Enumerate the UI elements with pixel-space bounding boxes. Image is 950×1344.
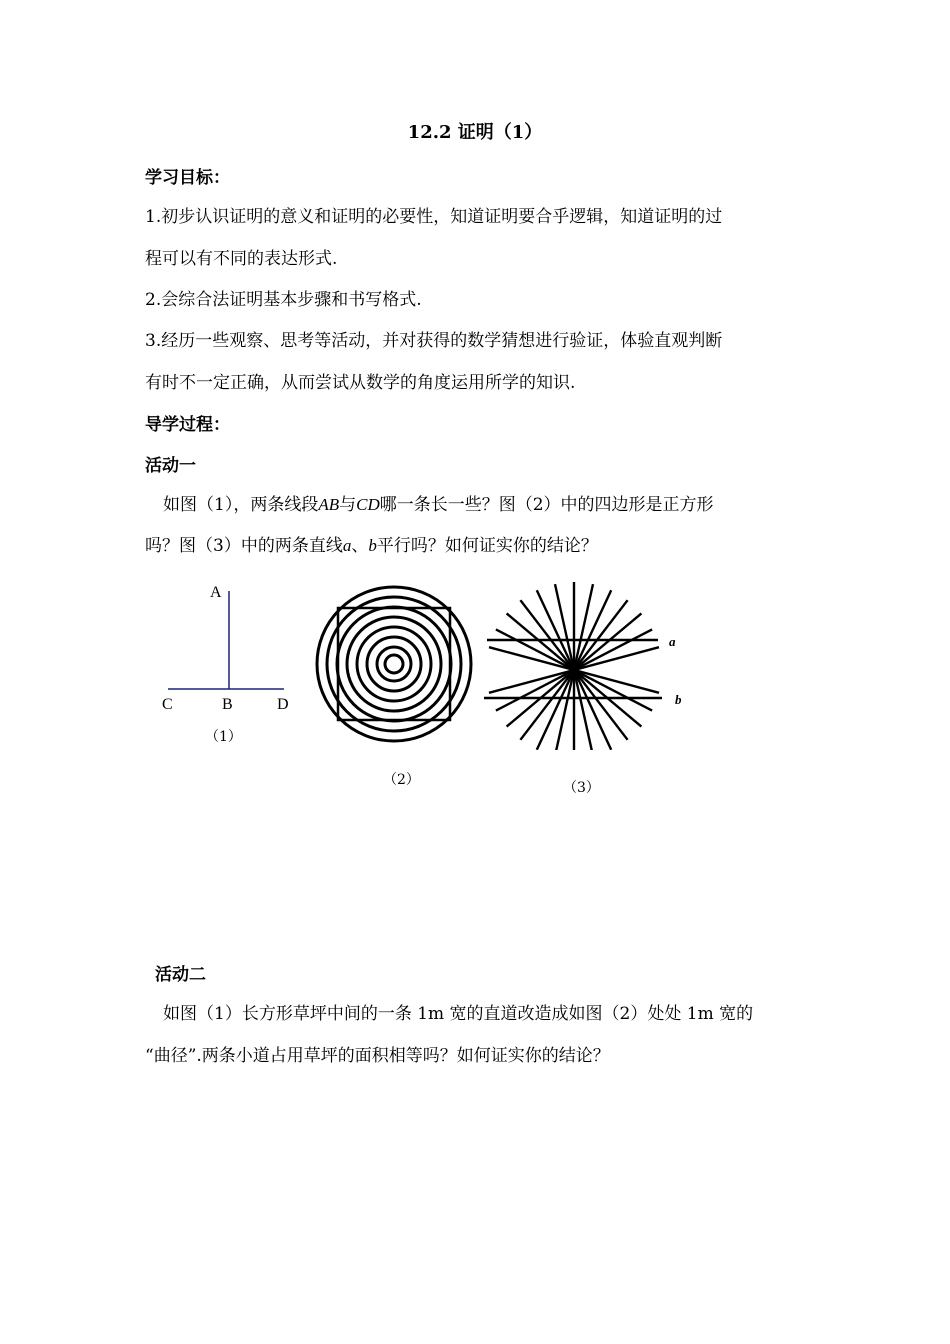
point-c-label: C xyxy=(162,696,173,713)
circle-ring xyxy=(347,617,441,711)
figure-3-caption: （3） xyxy=(563,780,600,796)
objective-line-1: 1.初步认识证明的意义和证明的必要性，知道证明要合乎逻辑，知道证明的过 xyxy=(145,207,723,227)
process-heading: 导学过程： xyxy=(145,415,230,435)
activity2-paragraph-line-1: 如图（1）长方形草坪中间的一条 1m 宽的直道改造成如图（2）处处 1m 宽的 xyxy=(163,1004,754,1024)
line-b-label: b xyxy=(675,692,682,707)
activity2-paragraph-line-2: “曲径”.两条小道占用草坪的面积相等吗？如何证实你的结论？ xyxy=(145,1046,610,1066)
circle-ring xyxy=(337,607,451,721)
circle-ring xyxy=(385,655,403,673)
line-a-label: a xyxy=(669,634,676,649)
figure-1-caption: （1） xyxy=(205,729,242,745)
figure-3-parallel-lines xyxy=(480,580,670,750)
circle-ring xyxy=(367,637,421,691)
page-title: 12.2 证明（1） xyxy=(407,122,543,143)
figure-2-caption: （2） xyxy=(383,772,420,788)
objective-line-3: 2.会综合法证明基本步骤和书写格式. xyxy=(145,290,422,310)
square-shape xyxy=(338,608,450,720)
objectives-heading: 学习目标： xyxy=(145,168,230,188)
segment-ab: AB xyxy=(318,495,340,514)
line-b-ref: b xyxy=(368,536,377,555)
circle-ring xyxy=(377,647,411,681)
activity1-paragraph-line-2: 吗？图（3）中的两条直线a、b平行吗？如何证实你的结论？ xyxy=(145,536,598,556)
objective-line-2: 程可以有不同的表达形式. xyxy=(145,249,338,269)
objective-line-4: 3.经历一些观察、思考等活动，并对获得的数学猜想进行验证，体验直观判断 xyxy=(145,331,723,351)
objective-line-5: 有时不一定正确，从而尝试从数学的角度运用所学的知识. xyxy=(145,373,576,393)
activity1-paragraph-line-1: 如图（1），两条线段AB与CD哪一条长一些？图（2）中的四边形是正方形 xyxy=(163,495,714,515)
segment-cd: CD xyxy=(356,495,380,514)
point-b-label: B xyxy=(222,696,233,713)
point-a-label: A xyxy=(210,584,222,601)
figure-1-segments xyxy=(160,585,300,695)
circle-ring xyxy=(317,587,471,741)
figure-2-circles-square xyxy=(314,584,476,746)
activity1-heading: 活动一 xyxy=(145,456,196,476)
point-d-label: D xyxy=(277,696,289,713)
activity2-heading: 活动二 xyxy=(155,965,206,985)
line-a-ref: a xyxy=(342,536,352,555)
